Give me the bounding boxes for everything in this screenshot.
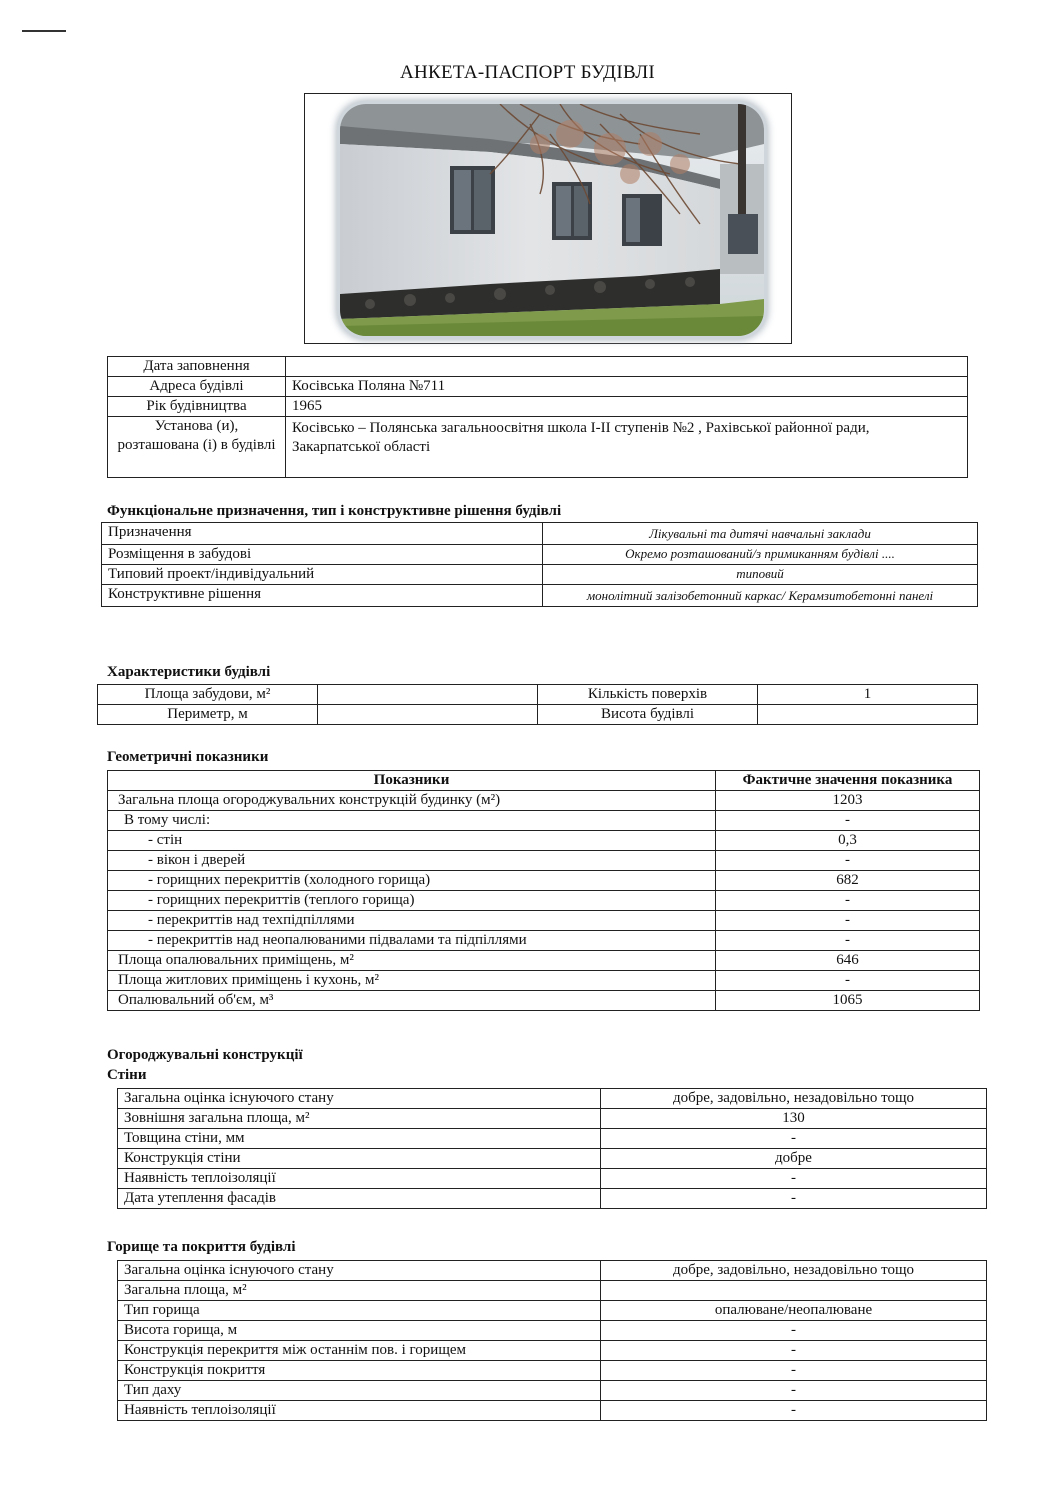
attic-value: добре, задовільно, незадовільно тощо	[601, 1261, 987, 1281]
info-label: Дата заповнення	[108, 357, 286, 377]
walls-value: 130	[601, 1109, 987, 1129]
table-row	[108, 831, 980, 851]
walls-label: Загальна оцінка існуючого стану	[118, 1089, 601, 1109]
table-row	[108, 397, 968, 417]
attic-label: Тип горища	[118, 1301, 601, 1321]
geometry-label: - горищних перекриттів (холодного горища)	[108, 871, 716, 891]
functional-label: Призначення	[102, 523, 543, 545]
building-photo	[340, 104, 764, 336]
geometry-label: Площа житлових приміщень і кухонь, м²	[108, 971, 716, 991]
attic-value: -	[601, 1321, 987, 1341]
info-label: Рік будівництва	[108, 397, 286, 417]
walls-value: -	[601, 1169, 987, 1189]
char-label: Кількість поверхів	[538, 685, 758, 705]
table-row	[102, 585, 978, 607]
attic-value: -	[601, 1361, 987, 1381]
geometry-label: - вікон і дверей	[108, 851, 716, 871]
functional-value: монолітний залізобетонний каркас/ Керамзитобетонні панелі	[543, 585, 978, 607]
geometry-value: -	[716, 971, 980, 991]
functional-value: Окремо розташований/з примиканням будівлі ....	[543, 545, 978, 565]
geometry-value: 682	[716, 871, 980, 891]
section-title-geometry: Геометричні показники	[107, 749, 269, 765]
attic-label: Висота горища, м	[118, 1321, 601, 1341]
table-row	[108, 951, 980, 971]
table-row	[118, 1109, 987, 1129]
char-label: Висота будівлі	[538, 705, 758, 725]
functional-label: Конструктивне рішення	[102, 585, 543, 607]
section-title-characteristics: Характеристики будівлі	[107, 664, 271, 680]
geometry-value: -	[716, 811, 980, 831]
geometry-label: Площа опалювальних приміщень, м²	[108, 951, 716, 971]
table-row	[102, 565, 978, 585]
geometry-value: 1203	[716, 791, 980, 811]
geometry-label: - горищних перекриттів (теплого горища)	[108, 891, 716, 911]
table-row	[108, 791, 980, 811]
geometry-label: - стін	[108, 831, 716, 851]
geometry-label: - перекриттів над неопалюваними підвалами та підпіллями	[108, 931, 716, 951]
geometry-label: Опалювальний об'єм, м³	[108, 991, 716, 1011]
attic-label: Загальна площа, м²	[118, 1281, 601, 1301]
char-value: 1	[758, 685, 978, 705]
functional-value: Лікувальні та дитячі навчальні заклади	[543, 523, 978, 545]
geometry-value: 1065	[716, 991, 980, 1011]
column-header-indicators: Показники	[108, 771, 716, 791]
section-title-functional: Функціональне призначення, тип і конструктивне рішення будівлі	[107, 503, 562, 519]
walls-value: добре	[601, 1149, 987, 1169]
char-label: Периметр, м	[98, 705, 318, 725]
attic-label: Загальна оцінка існуючого стану	[118, 1261, 601, 1281]
table-row	[118, 1381, 987, 1401]
section-subtitle-walls: Стіни	[107, 1067, 147, 1083]
table-row	[108, 811, 980, 831]
table-header-row	[108, 771, 980, 791]
table-row	[108, 911, 980, 931]
functional-value: типовий	[543, 565, 978, 585]
geometry-label: Загальна площа огороджувальних конструкцій будинку (м²)	[108, 791, 716, 811]
walls-label: Зовнішня загальна площа, м²	[118, 1109, 601, 1129]
attic-label: Наявність теплоізоляції	[118, 1401, 601, 1421]
section-title-enclosing: Огороджувальні конструкції	[107, 1047, 303, 1063]
geometry-value: 0,3	[716, 831, 980, 851]
table-row	[118, 1281, 987, 1301]
attic-label: Конструкція покриття	[118, 1361, 601, 1381]
page-title: АНКЕТА-ПАСПОРТ БУДІВЛІ	[399, 62, 656, 83]
table-row	[118, 1089, 987, 1109]
table-row	[118, 1321, 987, 1341]
geometry-table	[107, 770, 980, 1011]
table-row	[118, 1401, 987, 1421]
attic-value: опалюване/неопалюване	[601, 1301, 987, 1321]
table-row	[118, 1129, 987, 1149]
table-row	[108, 891, 980, 911]
section-title-attic: Горище та покриття будівлі	[107, 1239, 296, 1255]
table-row	[108, 871, 980, 891]
attic-label: Конструкція перекриття між останнім пов. і горищем	[118, 1341, 601, 1361]
walls-value: -	[601, 1129, 987, 1149]
attic-value: -	[601, 1401, 987, 1421]
char-label: Площа забудови, м²	[98, 685, 318, 705]
walls-value: -	[601, 1189, 987, 1209]
walls-label: Конструкція стіни	[118, 1149, 601, 1169]
char-value	[758, 705, 978, 725]
walls-value: добре, задовільно, незадовільно тощо	[601, 1089, 987, 1109]
table-row	[118, 1301, 987, 1321]
table-row	[108, 931, 980, 951]
functional-label: Типовий проект/індивідуальний	[102, 565, 543, 585]
table-row	[118, 1341, 987, 1361]
table-row	[108, 971, 980, 991]
geometry-value: -	[716, 891, 980, 911]
attic-table	[117, 1260, 987, 1421]
walls-table	[117, 1088, 987, 1209]
table-row	[118, 1261, 987, 1281]
table-row	[102, 523, 978, 545]
table-row	[118, 1149, 987, 1169]
info-value: Косівська Поляна №711	[286, 377, 968, 397]
geometry-label: - перекриттів над техпідпіллями	[108, 911, 716, 931]
table-row	[98, 685, 978, 705]
table-row	[98, 705, 978, 725]
functional-label: Розміщення в забудові	[102, 545, 543, 565]
geometry-value: -	[716, 851, 980, 871]
geometry-label: В тому числі:	[108, 811, 716, 831]
info-label: Установа (и), розташована (і) в будівлі	[108, 417, 286, 478]
table-row	[118, 1189, 987, 1209]
walls-label: Наявність теплоізоляції	[118, 1169, 601, 1189]
walls-label: Товщина стіни, мм	[118, 1129, 601, 1149]
table-row	[102, 545, 978, 565]
geometry-value: 646	[716, 951, 980, 971]
table-row	[118, 1169, 987, 1189]
info-value: Косівсько – Полянська загальноосвітня школа І-ІІ ступенів №2 , Рахівської районної ради, Закарпатської області	[286, 417, 968, 478]
info-value: 1965	[286, 397, 968, 417]
table-row	[108, 851, 980, 871]
info-label: Адреса будівлі	[108, 377, 286, 397]
functional-table	[101, 522, 978, 607]
char-value	[318, 705, 538, 725]
walls-label: Дата утеплення фасадів	[118, 1189, 601, 1209]
table-row	[118, 1361, 987, 1381]
column-header-actual-value: Фактичне значення показника	[716, 771, 980, 791]
attic-value: -	[601, 1341, 987, 1361]
table-row	[108, 377, 968, 397]
attic-value	[601, 1281, 987, 1301]
geometry-value: -	[716, 931, 980, 951]
attic-label: Тип даху	[118, 1381, 601, 1401]
char-value	[318, 685, 538, 705]
table-row	[108, 357, 968, 377]
table-row	[108, 991, 980, 1011]
scan-mark	[22, 30, 66, 32]
info-table	[107, 356, 968, 478]
attic-value: -	[601, 1381, 987, 1401]
info-value	[286, 357, 968, 377]
geometry-value: -	[716, 911, 980, 931]
table-row	[108, 417, 968, 478]
characteristics-table	[97, 684, 978, 725]
